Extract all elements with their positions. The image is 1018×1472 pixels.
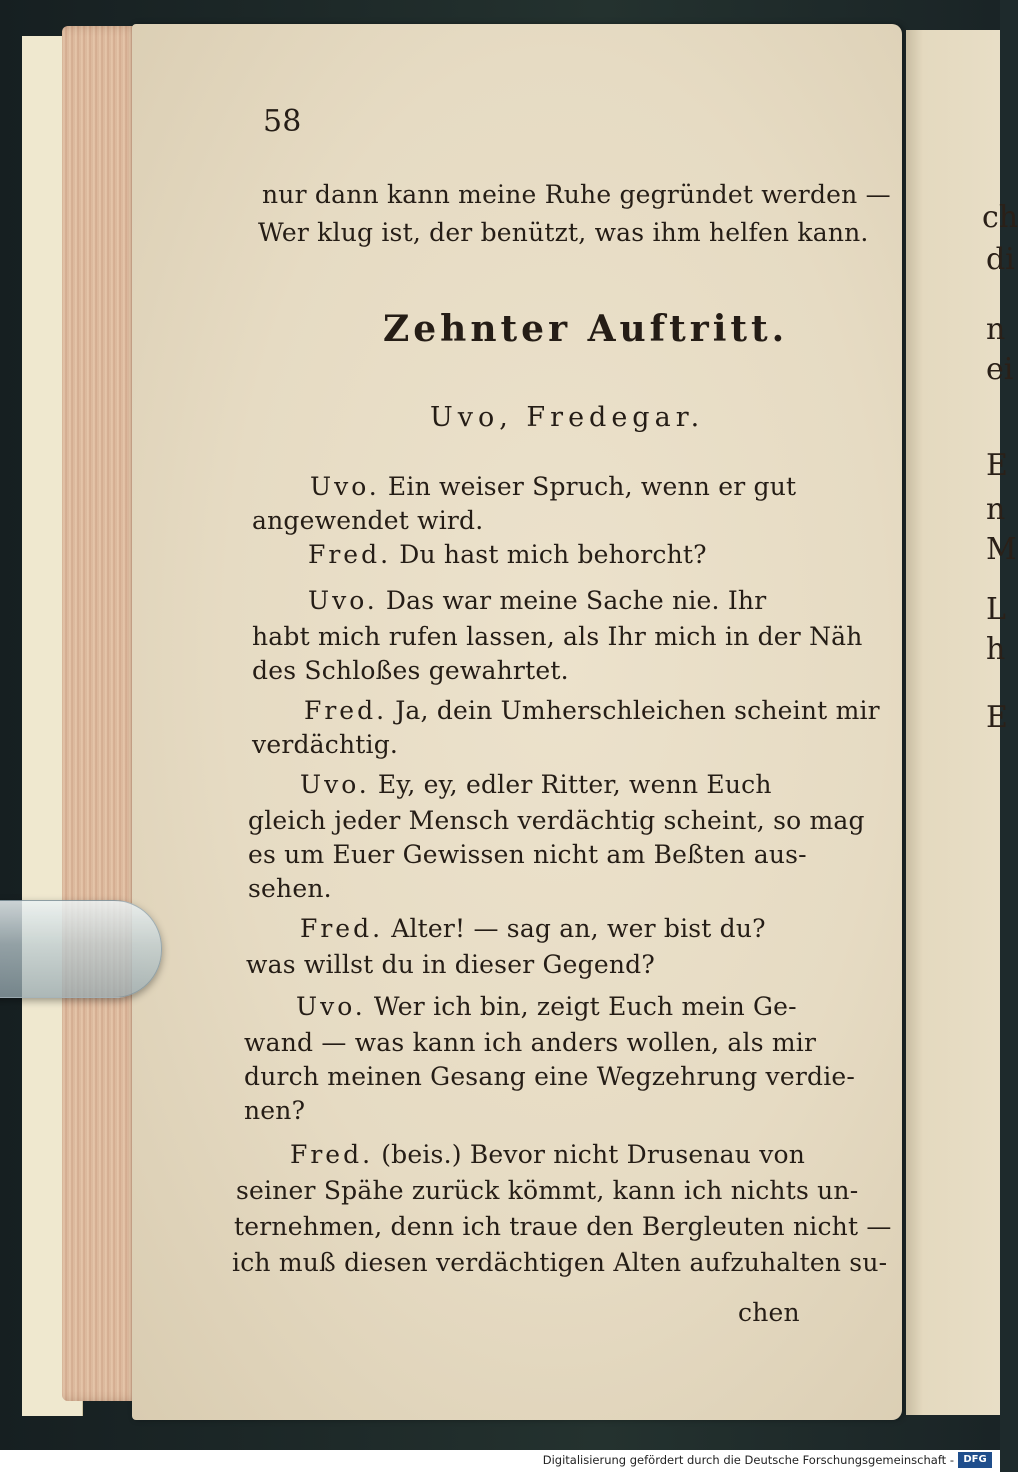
dialogue-line [296,992,797,1021]
speaker-name: Fred. [304,696,388,725]
facing-page-fragment: n [986,312,1006,347]
speaker-name: Uvo. [300,770,370,799]
dialogue-line: habt mich rufen lassen, als Ihr mich in der Näh [252,622,863,651]
funding-credit: Digitalisierung gefördert durch die Deutsche Forschungsgemeinschaft - [542,1453,954,1467]
facing-page-fragment: ch [982,200,1018,235]
speaker-name: Fred. [300,914,384,943]
dialogue-line [304,696,880,725]
catchword: chen [738,1298,800,1327]
dialogue-text: (beis.) Bevor nicht Drusenau von [381,1140,806,1169]
dialogue-line: angewendet wird. [252,506,484,535]
facing-page-fragment: ei [986,352,1014,387]
dialogue-text: Du hast mich behorcht? [399,540,707,569]
dialogue-line: ternehmen, denn ich traue den Bergleuten nicht — [234,1212,892,1241]
dialogue-line [290,1140,805,1169]
dialogue-line: was willst du in dieser Gegend? [246,950,655,979]
speaker-name: Uvo. [308,586,378,615]
dialogue-text: Ey, ey, edler Ritter, wenn Euch [377,770,772,799]
facing-page-fragment: L [986,592,1006,627]
dialogue-text: Ja, dein Umherschleichen scheint mir [395,696,880,725]
dialogue-line [300,914,766,943]
text-line: Wer klug ist, der benützt, was ihm helfen kann. [258,218,869,247]
dialogue-line: ich muß diesen verdächtigen Alten aufzuhalten su- [232,1248,888,1277]
dialogue-line: durch meinen Gesang eine Wegzehrung verdie- [244,1062,856,1091]
dialogue-line [310,472,796,501]
scene-heading: Zehnter Auftritt. [383,308,789,350]
speaker-name: Uvo. [310,472,380,501]
facing-page [906,30,1018,1415]
dialogue-line [300,770,772,799]
dialogue-line: verdächtig. [252,730,399,759]
dialogue-line: gleich jeder Mensch verdächtig scheint, so mag [248,806,865,835]
glass-page-weight [0,900,162,998]
speaker-name: Fred. [290,1140,374,1169]
dialogue-line: sehen. [248,874,332,903]
dialogue-text: Ein weiser Spruch, wenn er gut [387,472,797,501]
dfg-logo: DFG [958,1452,992,1468]
facing-page-fragment: n [986,492,1006,527]
dialogue-line [308,540,707,569]
scene-characters: Uvo, Fredegar. [430,402,705,433]
speaker-name: Uvo. [296,992,366,1021]
text-line: nur dann kann meine Ruhe gegründet werden — [262,180,891,209]
facing-page-fragment: h [986,632,1006,667]
dialogue-line: nen? [244,1096,306,1125]
dialogue-text: Wer ich bin, zeigt Euch mein Ge- [373,992,797,1021]
dialogue-line: wand — was kann ich anders wollen, als mir [244,1028,817,1057]
dialogue-line [308,586,766,615]
dialogue-text: Das war meine Sache nie. Ihr [385,586,767,615]
speaker-name: Fred. [308,540,392,569]
facing-page-fragment: di [986,242,1015,277]
facing-page-fragment: E [986,700,1008,735]
dialogue-text: Alter! — sag an, wer bist du? [391,914,766,943]
page-edges [62,26,142,1401]
dialogue-line: es um Euer Gewissen nicht am Beßten aus- [248,840,807,869]
facing-page-fragment: M [986,532,1017,567]
dialogue-line: seiner Spähe zurück kömmt, kann ich nichts un- [236,1176,859,1205]
dialogue-line: des Schloßes gewahrtet. [252,656,569,685]
facing-page-fragment: E [986,448,1008,483]
page-number: 58 [263,104,302,139]
